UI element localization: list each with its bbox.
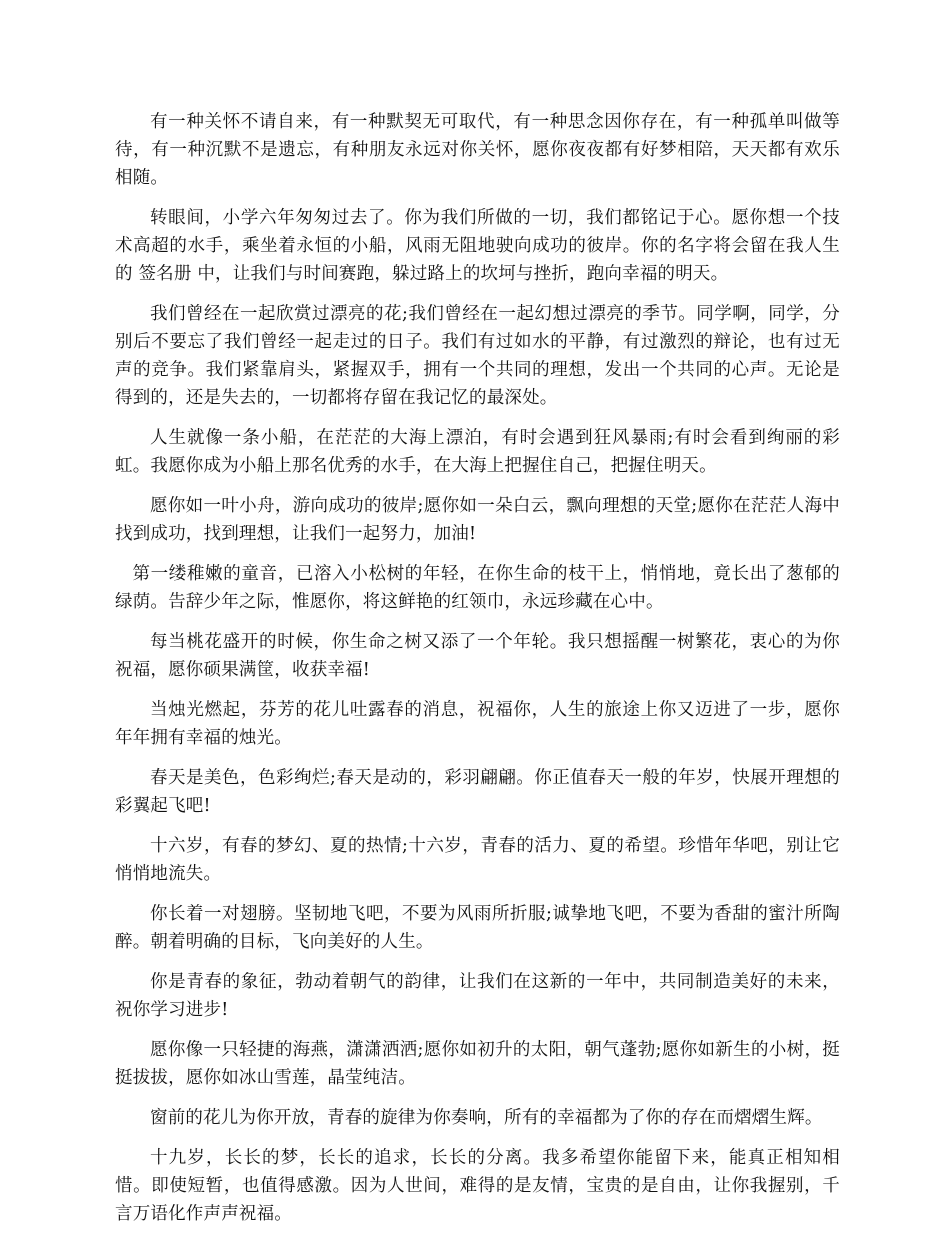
paragraph: 当烛光燃起，芬芳的花儿吐露春的消息，祝福你，人生的旅途上你又迈进了一步，愿你年年拥有幸福的烛光。 — [115, 700, 840, 748]
paragraph: 人生就像一条小船，在茫茫的大海上漂泊，有时会遇到狂风暴雨;有时会看到绚丽的彩虹。我愿你成为小船上那名优秀的水手，在大海上把握住自己，把握住明天。 — [115, 428, 840, 476]
document-body — [115, 108, 840, 1240]
paragraph: 每当桃花盛开的时候，你生命之树又添了一个年轮。我只想摇醒一树繁花，衷心的为你祝福，愿你硕果满筐，收获幸福! — [115, 632, 840, 680]
paragraph: 窗前的花儿为你开放，青春的旋律为你奏响，所有的幸福都为了你的存在而熠熠生辉。 — [150, 1108, 823, 1128]
paragraph: 春天是美色，色彩绚烂;春天是动的，彩羽翩翩。你正值春天一般的年岁，快展开理想的彩翼起飞吧! — [115, 768, 840, 816]
paragraph: 愿你像一只轻捷的海燕，潇潇洒洒;愿你如初升的太阳，朝气蓬勃;愿你如新生的小树，挺挺拔拔，愿你如冰山雪莲，晶莹纯洁。 — [115, 1040, 840, 1088]
paragraph: 愿你如一叶小舟，游向成功的彼岸;愿你如一朵白云，飘向理想的天堂;愿你在茫茫人海中找到成功，找到理想，让我们一起努力，加油! — [115, 496, 840, 544]
paragraph: 转眼间，小学六年匆匆过去了。你为我们所做的一切，我们都铭记于心。愿你想一个技术高超的水手，乘坐着永恒的小船，风雨无阻地驶向成功的彼岸。你的名字将会留在我人生的 签名册 中，让我们与时间赛跑，躲过路上的坎坷与挫折，跑向幸福的明天。 — [115, 208, 840, 284]
paragraph: 你是青春的象征，勃动着朝气的韵律，让我们在这新的一年中，共同制造美好的未来，祝你学习进步! — [115, 972, 840, 1020]
paragraph: 有一种关怀不请自来，有一种默契无可取代，有一种思念因你存在，有一种孤单叫做等待，有一种沉默不是遗忘，有种朋友永远对你关怀，愿你夜夜都有好梦相陪，天天都有欢乐相随。 — [115, 112, 840, 188]
paragraph: 你长着一对翅膀。坚韧地飞吧，不要为风雨所折服;诚挚地飞吧，不要为香甜的蜜汁所陶醉。朝着明确的目标，飞向美好的人生。 — [115, 904, 840, 952]
paragraph: 十九岁，长长的梦，长长的追求，长长的分离。我多希望你能留下来，能真正相知相惜。即使短暂，也值得感激。因为人世间，难得的是友情，宝贵的是自由，让你我握别，千言万语化作声声祝福。 — [115, 1148, 840, 1224]
paragraph: 十六岁，有春的梦幻、夏的热情;十六岁，青春的活力、夏的希望。珍惜年华吧，别让它悄悄地流失。 — [115, 836, 840, 884]
paragraph: 我们曾经在一起欣赏过漂亮的花;我们曾经在一起幻想过漂亮的季节。同学啊，同学，分别后不要忘了我们曾经一起走过的日子。我们有过如水的平静，有过激烈的辩论，也有过无声的竞争。我们紧靠肩头，紧握双手，拥有一个共同的理想，发出一个共同的心声。无论是得到的，还是失去的，一切都将存留在我记忆的最深处。 — [115, 304, 840, 408]
paragraph: 第一缕稚嫩的童音，已溶入小松树的年轻，在你生命的枝干上，悄悄地，竟长出了葱郁的绿荫。告辞少年之际，惟愿你，将这鲜艳的红领巾，永远珍藏在心中。 — [115, 564, 840, 612]
